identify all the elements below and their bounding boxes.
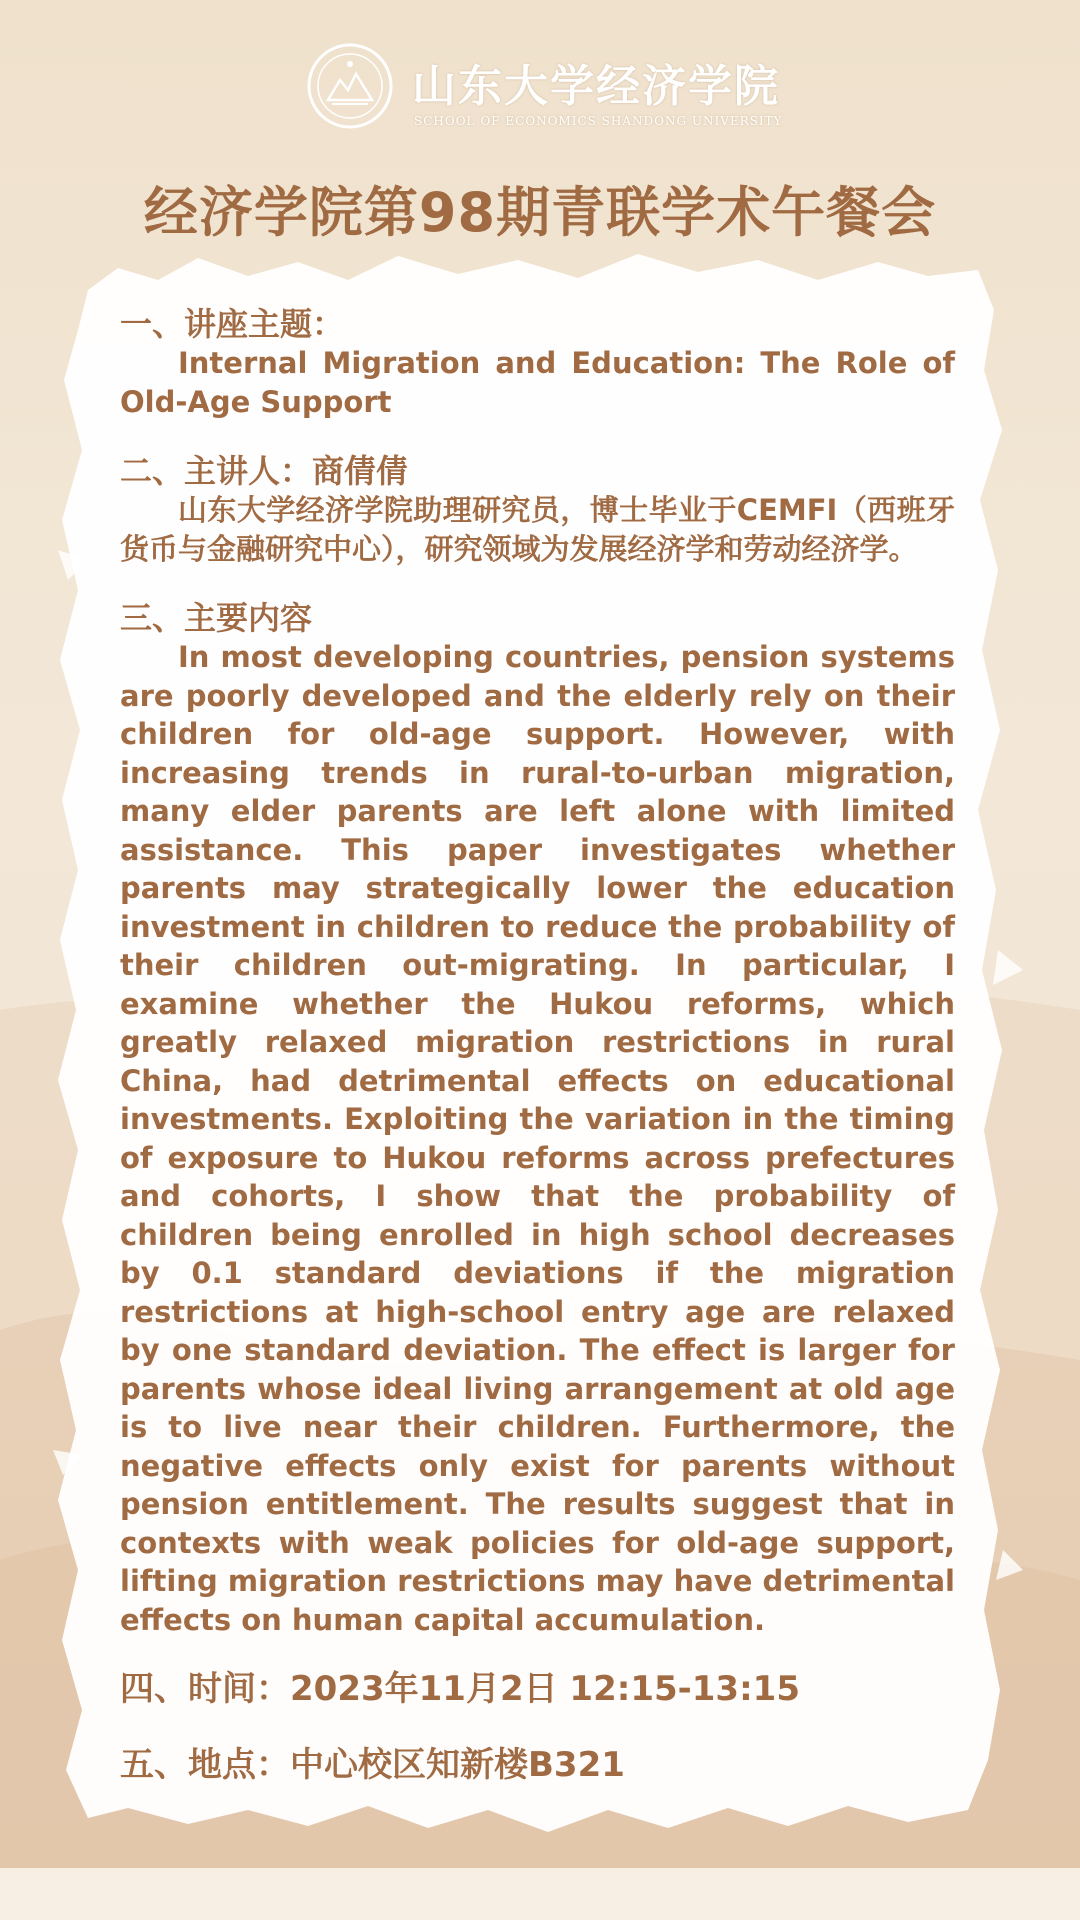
- announcement-content: [120, 304, 955, 1817]
- school-logo: [300, 36, 783, 136]
- topic-heading: 一、讲座主题：: [120, 305, 345, 343]
- event-location: 五、地点：中心校区知新楼B321: [120, 1745, 625, 1785]
- section-topic: [120, 304, 955, 421]
- content-body: In most developing countries, pension systems are poorly developed and the elderly rely on their children for old-age support. However, with increasing trends in rural-to-urban migration, many elder parents are left alone with limited assistance. This paper investigates whether parents may strategically lower the education investment in children to reduce the probability of their children out-migrating. In particular, I examine whether the Hukou reforms, which greatly relaxed migration restrictions in rural China, had detrimental effects on educational investments. Exploiting the variation in the timing of exposure to Hukou reforms across prefectures and cohorts, I show that the probability of children being enrolled in high school decreases by 0.1 standard deviations if the migration restrictions at high-school entry age are relaxed by one standard deviation. The effect is larger for parents whose ideal living arrangement at old age is to live near their children. Furthermore, the negative effects only exist for parents without pension entitlement. The results suggest that in contexts with weak policies for old-age support, lifting migration restrictions may have detrimental effects on human capital accumulation.: [120, 640, 955, 1637]
- logo-name: 山东大学经济学院: [412, 61, 780, 112]
- content-heading: 三、主要内容: [120, 599, 313, 637]
- section-speaker: [120, 451, 955, 568]
- section-content: [120, 598, 955, 1639]
- speaker-body: 山东大学经济学院助理研究员，博士毕业于CEMFI（西班牙货币与金融研究中心），研究领域为发展经济学和劳动经济学。: [120, 493, 955, 566]
- event-time: 四、时间：2023年11月2日 12:15-13:15: [120, 1669, 800, 1709]
- bottom-strip: [0, 1868, 1080, 1920]
- university-seal-icon: [306, 42, 394, 130]
- speaker-heading: 二、主讲人：商倩倩: [120, 452, 409, 490]
- logo-subtitle: SCHOOL OF ECONOMICS SHANDONG UNIVERSITY: [414, 114, 783, 128]
- page-title: 经济学院第98期青联学术午餐会: [143, 181, 937, 244]
- topic-body: Internal Migration and Education: The Role of Old-Age Support: [120, 346, 955, 419]
